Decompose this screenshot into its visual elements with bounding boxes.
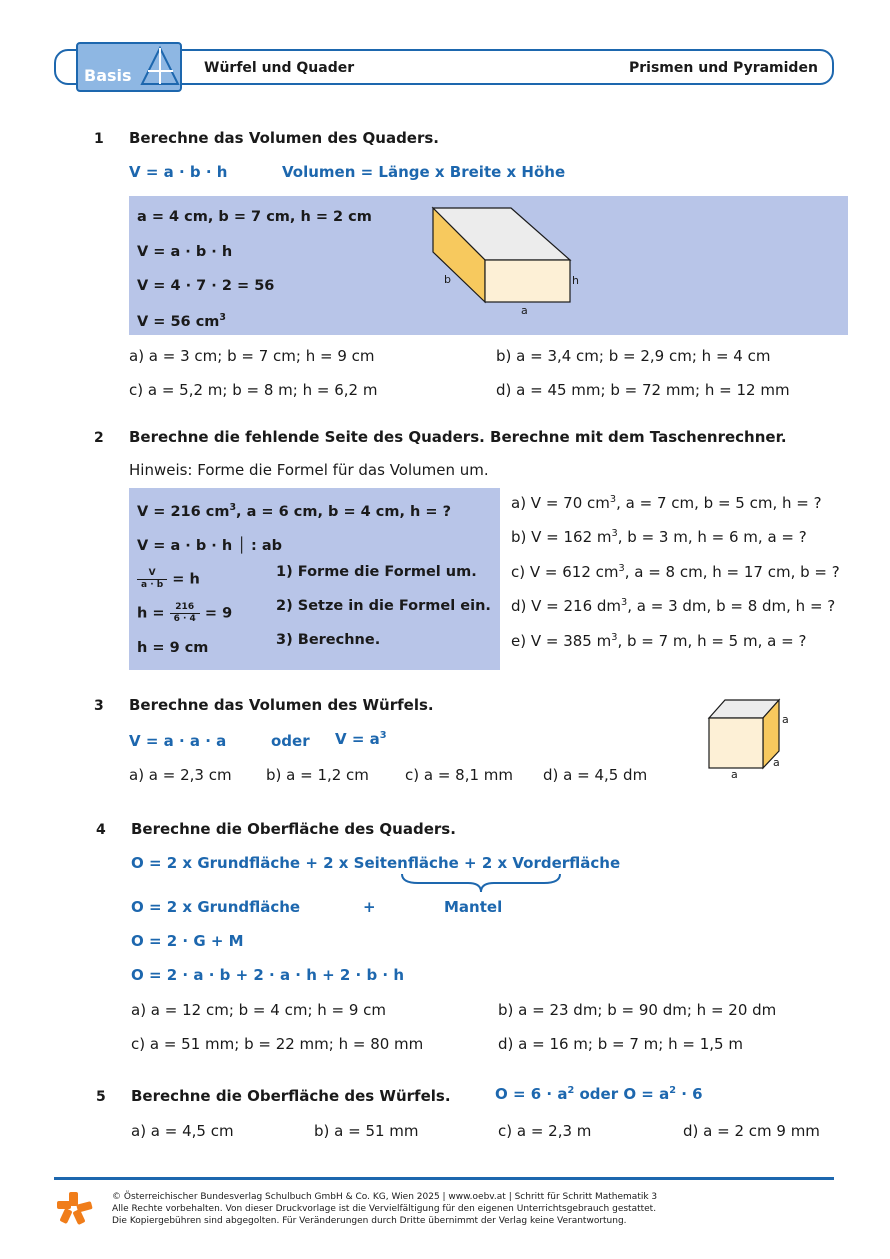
task2-hint: Hinweis: Forme die Formel für das Volumen um.	[129, 461, 489, 479]
task1-number: 1	[94, 131, 104, 147]
task3-item: a) a = 2,3 cm	[129, 766, 232, 784]
task1-item: b) a = 3,4 cm; b = 2,9 cm; h = 4 cm	[496, 347, 771, 365]
task5-item: d) a = 2 cm 9 mm	[683, 1122, 820, 1140]
task4-formula-words: O = 2 x Grundfläche + 2 x Seitenfläche + 2 x Vorderfläche	[131, 854, 621, 872]
footer-divider	[54, 1177, 834, 1180]
basis-label: Basis	[84, 66, 132, 85]
brace-icon	[398, 872, 564, 894]
task2-example-line1: V = 216 $cm^3$, a = 6 cm, b = 4 cm, h = ?	[137, 502, 452, 520]
task5-item: c) a = 2,3 m	[498, 1122, 592, 1140]
task2-example-line2: V = a · b · h │ : ab	[137, 538, 282, 554]
footer-rights: Alle Rechte vorbehalten. Von dieser Druckvorlage ist die Vervielfältigung für den eigenen Unterrichtsgebrauch gestattet.	[112, 1204, 657, 1214]
task2-step: 1) Forme die Formel um.	[276, 564, 477, 580]
task2-step: 3) Berechne.	[276, 632, 381, 648]
task4-item: a) a = 12 cm; b = 4 cm; h = 9 cm	[131, 1001, 387, 1019]
task4-item: d) a = 16 m; b = 7 m; h = 1,5 m	[498, 1035, 743, 1053]
task5-title: Berechne die Oberfläche des Würfels.	[131, 1087, 451, 1105]
task2-number: 2	[94, 430, 104, 446]
cuboid-label-h: h	[572, 274, 579, 287]
task2-step: 2) Setze in die Formel ein.	[276, 598, 491, 614]
cuboid-label-b: b	[444, 273, 451, 286]
cuboid-label-a: a	[521, 304, 528, 317]
header-title-left: Würfel und Quader	[204, 60, 355, 76]
task5-formula: $O = 6 \cdot a^2$ oder $O = a^2 \cdot 6$	[495, 1085, 703, 1103]
task2-fraction-line: $\frac{V}{a \cdot b}$ = h	[137, 568, 200, 591]
task4-title: Berechne die Oberfläche des Quaders.	[131, 820, 456, 838]
task2-item: c) V = 612 $cm^3$, a = 8 cm, h = 17 cm, b = ?	[511, 563, 840, 581]
cube-label-a: a	[782, 713, 789, 726]
task1-example-line: a = 4 cm, b = 7 cm, h = 2 cm	[137, 209, 372, 225]
task2-item: b) V = 162 $m^3$, b = 3 m, h = 6 m, a = ?	[511, 528, 807, 546]
task3-oder: oder	[271, 732, 310, 750]
cuboid-figure	[425, 200, 595, 320]
task4-mantel: Mantel	[444, 898, 503, 916]
task4-formula-short: O = 2 · G + M	[131, 932, 244, 950]
task4-formula-grund: O = 2 x Grundfläche	[131, 898, 301, 916]
task2-item: e) V = 385 $m^3$, b = 7 m, h = 5 m, a = ?	[511, 632, 807, 650]
task3-item: c) a = 8,1 mm	[405, 766, 514, 784]
task2-example-result: h = 9 cm	[137, 640, 209, 656]
task2-item: a) V = 70 $cm^3$, a = 7 cm, b = 5 cm, h = ?	[511, 494, 822, 512]
task1-example-line: V = 56 $cm^3$	[137, 312, 226, 330]
publisher-logo-icon	[55, 1190, 95, 1226]
task4-plus: +	[363, 898, 376, 916]
task3-formula2: $V = a^3$	[335, 730, 387, 748]
task2-title: Berechne die fehlende Seite des Quaders. Berechne mit dem Taschenrechner.	[129, 428, 787, 446]
task4-item: b) a = 23 dm; b = 90 dm; h = 20 dm	[498, 1001, 777, 1019]
footer-fees: Die Kopiergebühren sind abgegolten. Für Veränderungen durch Dritte übernimmt der Verlag keine Verantwortung.	[112, 1216, 627, 1226]
footer-copyright: © Österreichischer Bundesverlag Schulbuch GmbH & Co. KG, Wien 2025 | www.oebv.at | Schritt für Schritt Mathematik 3	[112, 1192, 658, 1202]
task2-substitution-line: h = $\frac{216}{6 \cdot 4}$ = 9	[137, 602, 233, 624]
task3-item: d) a = 4,5 dm	[543, 766, 648, 784]
task1-example-line: V = a · b · h	[137, 244, 233, 260]
task4-formula-full: O = 2 · a · b + 2 · a · h + 2 · b · h	[131, 966, 405, 984]
task5-item: b) a = 51 mm	[314, 1122, 419, 1140]
cube-label-a: a	[773, 756, 780, 769]
header-title-right: Prismen und Pyramiden	[629, 60, 818, 76]
cube-label-a: a	[731, 768, 738, 781]
task2-item: d) V = 216 $dm^3$, a = 3 dm, b = 8 dm, h = ?	[511, 597, 836, 615]
task4-item: c) a = 51 mm; b = 22 mm; h = 80 mm	[131, 1035, 424, 1053]
task3-item: b) a = 1,2 cm	[266, 766, 369, 784]
task1-formula: V = a · b · h	[129, 163, 228, 181]
task1-item: d) a = 45 mm; b = 72 mm; h = 12 mm	[496, 381, 790, 399]
task1-item: c) a = 5,2 m; b = 8 m; h = 6,2 m	[129, 381, 378, 399]
task1-title: Berechne das Volumen des Quaders.	[129, 129, 439, 147]
task3-title: Berechne das Volumen des Würfels.	[129, 696, 434, 714]
task1-formula-words: Volumen = Länge x Breite x Höhe	[282, 163, 566, 181]
task3-formula1: V = a · a · a	[129, 732, 227, 750]
task3-number: 3	[94, 698, 104, 714]
task4-number: 4	[96, 822, 106, 838]
task5-number: 5	[96, 1089, 106, 1105]
task5-item: a) a = 4,5 cm	[131, 1122, 234, 1140]
task1-example-line: V = 4 · 7 · 2 = 56	[137, 278, 275, 294]
task1-item: a) a = 3 cm; b = 7 cm; h = 9 cm	[129, 347, 375, 365]
